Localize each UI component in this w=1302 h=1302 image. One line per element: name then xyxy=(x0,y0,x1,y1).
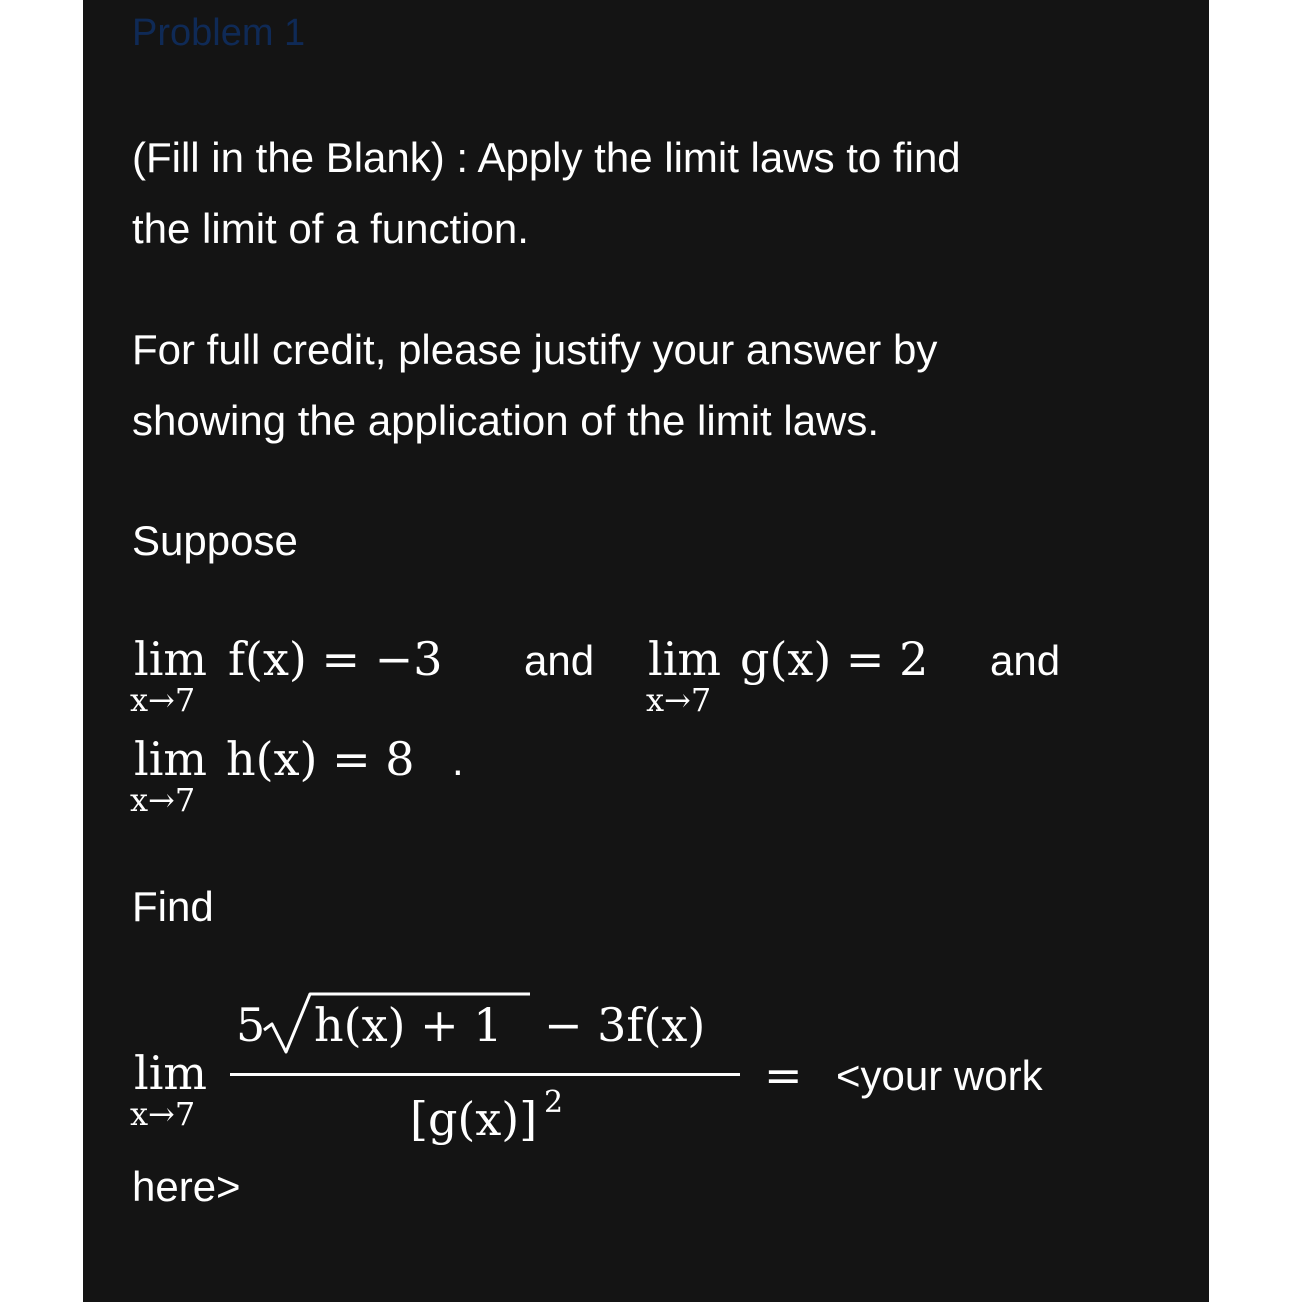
denominator-exponent: 2 xyxy=(544,1085,564,1120)
lim-g-subscript: x→7 xyxy=(646,681,712,719)
find-label: Find xyxy=(132,883,214,930)
and-word-2: and xyxy=(990,637,1061,684)
instructions-line-2: showing the application of the limit laws. xyxy=(132,397,880,444)
instructions-line-1: For full credit, please justify your answer by xyxy=(132,326,938,373)
numerator-coefficient: 5 xyxy=(236,998,266,1052)
lim-h-subscript: x→7 xyxy=(130,781,196,819)
lim-g-word: lim xyxy=(648,632,722,686)
numerator-rest: − 3f(x) xyxy=(544,998,706,1052)
lim-f-word: lim xyxy=(134,632,208,686)
problem-title: Problem 1 xyxy=(132,12,306,54)
answer-placeholder-part2: here> xyxy=(132,1163,241,1210)
denominator-base: [g(x)] xyxy=(410,1092,538,1146)
lim-target-subscript: x→7 xyxy=(130,1095,196,1133)
numerator-radicand: h(x) + 1 xyxy=(314,998,503,1052)
h-limit-expression: h(x) = 8 xyxy=(226,732,415,786)
intro-line-1: (Fill in the Blank) : Apply the limit laws to find xyxy=(132,134,961,181)
intro-line-2: the limit of a function. xyxy=(132,205,529,252)
suppose-label: Suppose xyxy=(132,517,298,564)
and-word-1: and xyxy=(524,637,595,684)
lim-target-word: lim xyxy=(134,1046,208,1100)
f-limit-expression: f(x) = −3 xyxy=(228,632,443,686)
given-period: . xyxy=(452,737,464,784)
answer-placeholder-part1: <your work xyxy=(836,1052,1043,1099)
lim-h-word: lim xyxy=(134,732,208,786)
g-limit-expression: g(x) = 2 xyxy=(740,632,929,686)
fraction-bar xyxy=(230,1073,740,1076)
equals-sign: = xyxy=(764,1048,803,1102)
lim-f-subscript: x→7 xyxy=(130,681,196,719)
